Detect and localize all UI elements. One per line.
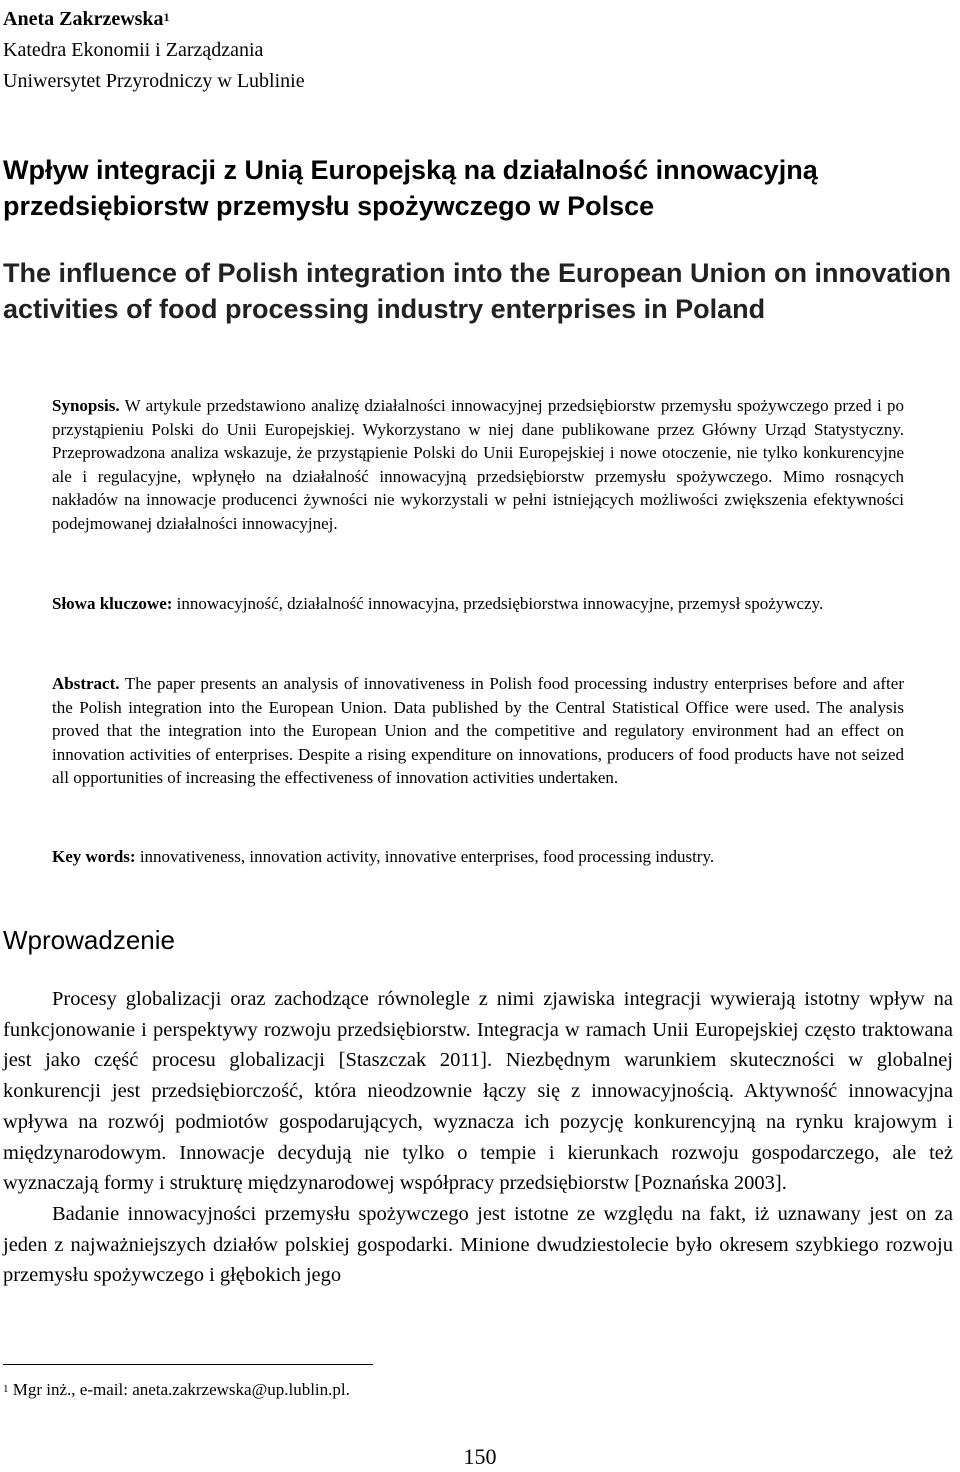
footnote-divider — [3, 1364, 373, 1365]
keywords-polish-label: Słowa kluczowe: — [52, 594, 173, 613]
footnote-marker: 1 — [3, 1383, 9, 1395]
title-polish: Wpływ integracji z Unią Europejską na działalność innowacyjną przedsiębiorstw przemysłu spożywczego w Polsce — [3, 155, 818, 221]
abstract-paragraph — [52, 672, 904, 790]
keywords-english-text: innovativeness, innovation activity, innovative enterprises, food processing industry. — [139, 847, 715, 866]
title-english: The influence of Polish integration into the European Union on innovation activities of food processing industry enterprises in Poland — [3, 258, 951, 324]
keywords-polish-text: innowacyjność, działalność innowacyjna, przedsiębiorstwa innowacyjne, przemysł spożywczy. — [176, 594, 824, 613]
abstract-text: The paper presents an analysis of innovativeness in Polish food processing industry enterprises before and after the Polish integration into the European Union. Data published by the Central Statistical Office were used. The analysis proved that the integration into the European Union and the competitive and regulatory environment had an effect on innovation activities of enterprises. Despite a rising expenditure on innovations, producers of food products have not seized all opportunities of increasing the effectiveness of innovation activities undertaken. — [52, 674, 904, 788]
author-name-line — [3, 4, 305, 35]
author-department: Katedra Ekonomii i Zarządzania — [3, 39, 264, 61]
footnote-text: Mgr inż., e-mail: aneta.zakrzewska@up.lublin.pl. — [12, 1380, 350, 1399]
synopsis-label: Synopsis. — [52, 396, 120, 415]
footnote — [3, 1378, 350, 1402]
body-text — [3, 984, 953, 1291]
keywords-english-label: Key words: — [52, 847, 136, 866]
section-title: Wprowadzenie — [3, 925, 175, 955]
author-name: Aneta Zakrzewska — [3, 8, 164, 30]
synopsis-text: W artykule przedstawiono analizę działalności innowacyjnej przedsiębiorstw przemysłu spożywczego przed i po przystąpieniu Polski do Unii Europejskiej. Wykorzystano w niej dane publikowane przez Główny Urząd Statystyczny. Przeprowadzona analiza wskazuje, że przystąpienie Polski do Unii Europejskiej i nowe otoczenie, nie tylko konkurencyjne ale i regulacyjne, wpłynęło na działalność innowacyjną przedsiębiorstw przemysłu spożywczego. Mimo rosnących nakładów na innowacje producenci żywności nie wykorzystali w pełni istniejących możliwości zwiększenia efektywności podejmowanej działalności innowacyjnej. — [52, 396, 904, 533]
author-university: Uniwersytet Przyrodniczy w Lublinie — [3, 70, 305, 92]
keywords-english — [52, 845, 904, 869]
abstract-label: Abstract. — [52, 674, 120, 693]
author-footnote-marker: 1 — [163, 10, 170, 24]
keywords-polish — [52, 592, 904, 616]
body-paragraph: Procesy globalizacji oraz zachodzące równolegle z nimi zjawiska integracji wywierają istotny wpływ na funkcjonowanie i perspektywy rozwoju przedsiębiorstw. Integracja w ramach Unii Europejskiej często traktowana jest jako część procesu globalizacji [Staszczak 2011]. Niezbędnym warunkiem skuteczności w globalnej konkurencji jest przedsiębiorczość, która nieodzownie łączy się z innowacyjnością. Aktywność innowacyjna wpływa na rozwój podmiotów gospodarujących, wyznacza ich pozycję konkurencyjną na rynku krajowym i międzynarodowym. Innowacje decydują nie tylko o tempie i kierunkach rozwoju gospodarczego, ale też wyznaczają formy i strukturę międzynarodowej współpracy przedsiębiorstw [Poznańska 2003]. — [3, 988, 953, 1195]
synopsis-paragraph — [52, 394, 904, 536]
page-number: 150 — [463, 1444, 497, 1469]
body-paragraph: Badanie innowacyjności przemysłu spożywczego jest istotne ze względu na fakt, iż uznawany jest on za jeden z najważniejszych działów polskiej gospodarki. Minione dwudziestolecie było okresem szybkiego rozwoju przemysłu spożywczego i głębokich jego — [3, 1202, 953, 1287]
author-block — [3, 4, 305, 97]
